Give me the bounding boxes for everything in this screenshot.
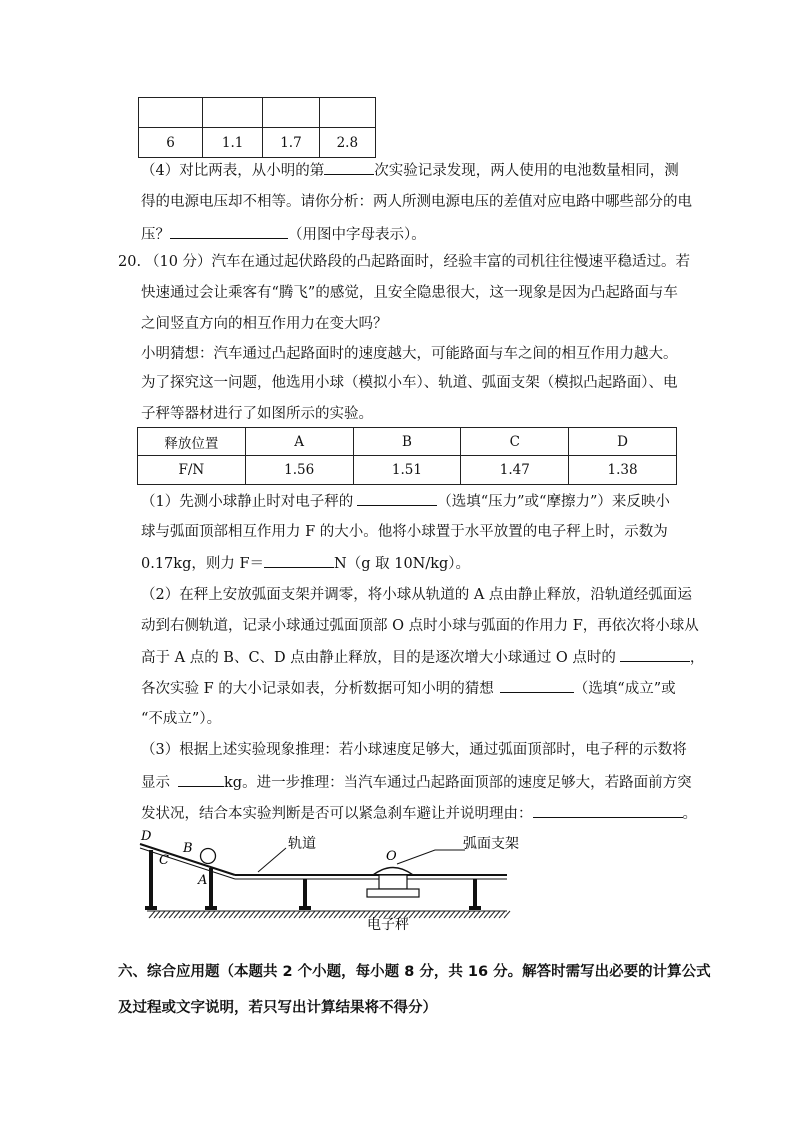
label-O: O: [386, 849, 397, 864]
q20-part3-line3: 发状况，结合本实验判断是否可以紧急刹车避让并说明理由： 。: [141, 803, 697, 824]
answer-blank: [500, 678, 574, 693]
q20-intro-3: 之间竖直方向的相互作用力在变大吗？: [141, 316, 388, 332]
table-header-cell: B: [353, 428, 461, 456]
label-scale: 电子秤: [367, 917, 409, 933]
table-cell: 1.38: [569, 456, 677, 485]
q20-method-1: 为了探究这一问题，他选用小球（模拟小车）、轨道、弧面支架（模拟凸起路面）、电: [141, 375, 678, 391]
q20-part3-line1: （3）根据上述实验现象推理：若小球速度足够大，通过弧面顶部时，电子秤的示数将: [141, 742, 687, 758]
q20-part1-line1: （1）先测小球静止时对电子秤的 （选填“压力”或“摩擦力”）来反映小: [141, 491, 670, 512]
q20-part2-line5: “不成立”）。: [141, 711, 222, 727]
label-C: C: [159, 853, 169, 868]
table-cell: 1.1: [202, 128, 262, 158]
table-header-cell: A: [245, 428, 353, 456]
table-header-cell: 释放位置: [138, 428, 246, 456]
question-number: 20.: [118, 254, 142, 270]
q20-intro-1: （10 分）汽车在通过起伏路段的凸起路面时，经验丰富的司机往往慢速平稳适过。若: [145, 254, 691, 270]
q20-part1-line2: 球与弧面顶部相互作用力 F 的大小。他将小球置于水平放置的电子秤上时，示数为: [141, 524, 668, 540]
q20-part2-line3: 高于 A 点的 B、C、D 点由静止释放，目的是逐次增大小球通过 O 点时的 ，: [141, 647, 704, 668]
table-cell: 1.56: [245, 456, 353, 485]
answer-blank: [264, 553, 334, 568]
q19-part4-line2: 得的电源电压却不相等。请你分析：两人所测电源电压的差值对应电路中哪些部分的电: [141, 194, 692, 210]
experiment-figure: [135, 826, 525, 941]
q20-method-2: 子秤等器材进行了如图所示的实验。: [141, 406, 373, 422]
release-position-table: [137, 427, 677, 485]
label-D: D: [141, 829, 152, 844]
q20-intro-2: 快速通过会让乘客有“腾飞”的感觉，且安全隐患很大，这一现象是因为凸起路面与车: [141, 285, 678, 301]
answer-blank: [620, 647, 690, 662]
table-cell: 6: [139, 128, 203, 158]
table-cell: F/N: [138, 456, 246, 485]
ball: [201, 849, 216, 864]
label-B: B: [183, 841, 193, 856]
support-post: [303, 879, 307, 908]
table-cell: 1.51: [353, 456, 461, 485]
q20-guess: 小明猜想：汽车通过凸起路面时的速度越大，可能路面与车之间的相互作用力越大。: [141, 346, 678, 362]
answer-blank: [357, 491, 437, 506]
answer-blank: [324, 160, 374, 175]
answer-blank: [533, 803, 683, 818]
table-cell: 2.8: [319, 128, 375, 158]
section-6-heading-line2: 及过程或文字说明，若只写出计算结果将不得分）: [118, 1000, 437, 1016]
table-cell: [319, 98, 375, 128]
q20-part2-line1: （2）在秤上安放弧面支架并调零，将小球从轨道的 A 点由静止释放，沿轨道经弧面运: [141, 587, 692, 603]
arc-support-base: [379, 875, 407, 889]
support-post: [149, 850, 153, 908]
q20-part2-line2: 动到右侧轨道，记录小球通过弧面顶部 O 点时小球与弧面的作用力 F，再依次将小球从: [141, 618, 699, 634]
q20-part2-line4: 各次实验 F 的大小记录如表，分析数据可知小明的猜想 （选填“成立”或: [141, 678, 676, 699]
label-A: A: [198, 873, 208, 888]
support-post: [209, 868, 213, 908]
q19-part4-line1: （4）对比两表，从小明的第 次实验记录发现，两人使用的电池数量相同，测: [141, 160, 679, 181]
support-post: [473, 879, 477, 908]
table-cell: [202, 98, 262, 128]
q20-part3-line2: 显示 kg。进一步推理：当汽车通过凸起路面顶部的速度足够大，若路面前方突: [141, 772, 692, 793]
q19-part4-line3: 压？ （用图中字母表示）。: [141, 224, 426, 245]
arc-support: [373, 868, 413, 876]
ground: [147, 911, 510, 918]
label-support: 弧面支架: [463, 836, 519, 852]
table-cell: 1.7: [263, 128, 319, 158]
table-header-cell: D: [569, 428, 677, 456]
electronic-scale: [367, 889, 419, 897]
section-6-heading-line1: 六、综合应用题（本题共 2 个小题，每小题 8 分，共 16 分。解答时需写出必要的计算公式: [118, 964, 711, 980]
q20-part1-line3: 0.17kg，则力 F＝ N（g 取 10N/kg）。: [141, 553, 470, 574]
table-header-cell: C: [461, 428, 569, 456]
answer-blank: [170, 224, 288, 239]
table-cell: [263, 98, 319, 128]
table-cell: 1.47: [461, 456, 569, 485]
label-track: 轨道: [288, 836, 316, 852]
table-cell: [139, 98, 203, 128]
previous-data-table: [138, 97, 376, 158]
answer-blank: [178, 772, 224, 787]
